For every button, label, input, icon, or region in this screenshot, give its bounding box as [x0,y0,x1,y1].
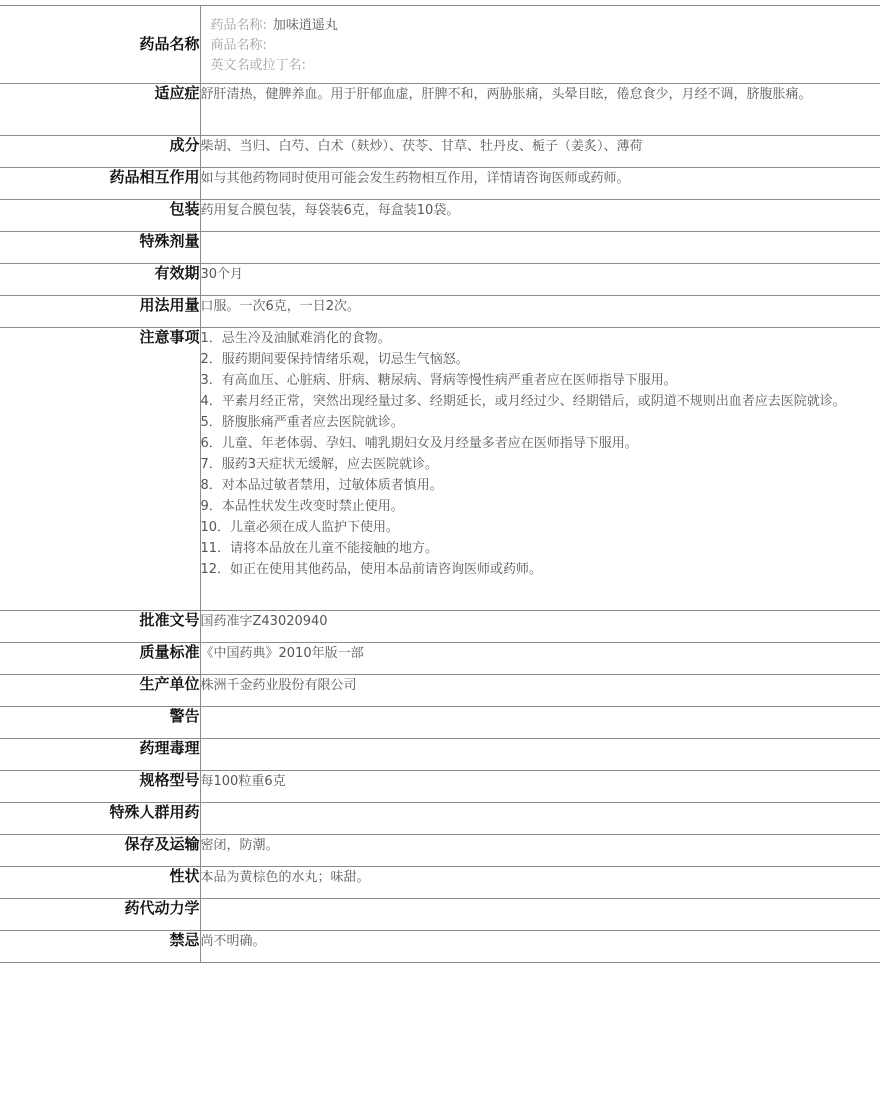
row-label: 特殊剂量 [0,232,200,264]
special-population-row [0,803,880,835]
row-value: 口服。一次6克，一日2次。 [200,296,880,328]
precautions-cell [200,328,880,611]
contraindications-row [0,931,880,963]
row-value: 如与其他药物同时使用可能会发生药物相互作用，详情请咨询医师或药师。 [200,168,880,200]
dosage-row [0,296,880,328]
row-value [200,739,880,771]
english-name-line [211,56,880,76]
precautions-label: 注意事项 [0,328,200,611]
packaging-row [0,200,880,232]
row-value [200,232,880,264]
row-label: 规格型号 [0,771,200,803]
storage-row [0,835,880,867]
interactions-row [0,168,880,200]
trade-name-line [211,36,880,56]
row-label: 药理毒理 [0,739,200,771]
pharmacokinetics-row [0,899,880,931]
precautions-list [201,328,880,580]
row-value: 药用复合膜包装，每袋装6克，每盒装10袋。 [200,200,880,232]
list-item: 10．儿童必须在成人监护下使用。 [200,520,400,535]
warning-row [0,707,880,739]
row-label: 保存及运输 [0,835,200,867]
names-row [0,6,880,84]
shelf-life-row [0,264,880,296]
row-label: 有效期 [0,264,200,296]
list-item: 12．如正在使用其他药品，使用本品前请咨询医师或药师。 [200,562,543,577]
row-value: 舒肝清热，健脾养血。用于肝郁血虚，肝脾不和，两胁胀痛，头晕目眩，倦怠食少，月经不调，脐腹胀痛。 [200,84,880,136]
list-item: 9．本品性状发生改变时禁止使用。 [200,499,404,514]
row-value: 密闭，防潮。 [200,835,880,867]
drug-spec-table [0,5,880,963]
row-label: 药代动力学 [0,899,200,931]
list-item: 11．请将本品放在儿童不能接触的地方。 [200,541,439,556]
list-item: 7．服药3天症状无缓解，应去医院就诊。 [200,457,439,472]
row-value [200,707,880,739]
trade-name-key: 商品名称: [210,38,267,53]
drug-name-label: 药品名称 [0,6,200,84]
row-label: 警告 [0,707,200,739]
list-item: 5．脐腹胀痛严重者应去医院就诊。 [200,415,404,430]
drug-name-value: 加味逍遥丸 [272,18,338,33]
appearance-row [0,867,880,899]
row-label: 特殊人群用药 [0,803,200,835]
row-label: 药品相互作用 [0,168,200,200]
quality-standard-row [0,643,880,675]
row-label: 质量标准 [0,643,200,675]
list-item: 3．有高血压、心脏病、肝病、糖尿病、肾病等慢性病严重者应在医师指导下服用。 [200,373,677,388]
row-label: 用法用量 [0,296,200,328]
row-value: 柴胡、当归、白芍、白术（麸炒）、茯苓、甘草、牡丹皮、栀子（姜炙）、薄荷 [200,136,880,168]
drug-name-key: 药品名称: [210,18,267,33]
special-dose-row [0,232,880,264]
row-value: 本品为黄棕色的水丸；味甜。 [200,867,880,899]
row-value [200,899,880,931]
list-item: 2．服药期间要保持情绪乐观，切忌生气恼怒。 [200,352,469,367]
row-value: 国药准字Z43020940 [200,611,880,643]
list-item: 4．平素月经正常，突然出现经量过多、经期延长，或月经过少、经期错后，或阴道不规则出血者应去医院就诊。 [200,394,846,409]
manufacturer-row [0,675,880,707]
ingredients-row [0,136,880,168]
row-value: 每100粒重6克 [200,771,880,803]
row-value: 尚不明确。 [200,931,880,963]
list-item: 1．忌生冷及油腻难消化的食物。 [200,331,391,346]
specification-row [0,771,880,803]
row-label: 禁忌 [0,931,200,963]
row-label: 适应症 [0,84,200,136]
row-value: 《中国药典》2010年版一部 [200,643,880,675]
approval-number-row [0,611,880,643]
row-value: 株洲千金药业股份有限公司 [200,675,880,707]
names-cell [200,6,880,84]
indications-row [0,84,880,136]
list-item: 6．儿童、年老体弱、孕妇、哺乳期妇女及月经量多者应在医师指导下服用。 [200,436,638,451]
row-label: 成分 [0,136,200,168]
english-name-key: 英文名或拉丁名: [210,58,306,73]
row-label: 批准文号 [0,611,200,643]
row-label: 包装 [0,200,200,232]
pharmacology-row [0,739,880,771]
drug-name-line [211,16,880,36]
row-value: 30个月 [200,264,880,296]
list-item: 8．对本品过敏者禁用，过敏体质者慎用。 [200,478,443,493]
row-label: 性状 [0,867,200,899]
row-label: 生产单位 [0,675,200,707]
row-value [200,803,880,835]
precautions-row [0,328,880,611]
